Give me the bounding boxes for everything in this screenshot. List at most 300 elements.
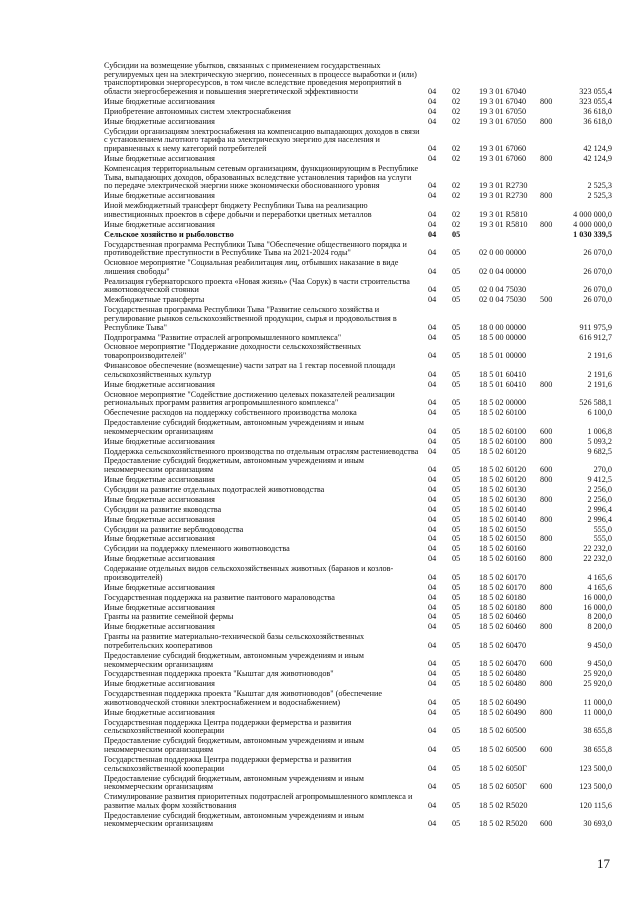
row-target-code: 02 0 04 75030	[479, 285, 527, 295]
row-amount: 5 093,2	[587, 436, 612, 446]
row-amount: 2 191,6	[587, 379, 612, 389]
row-subsection: 05	[452, 248, 461, 258]
row-expense-type: 600	[540, 426, 553, 436]
row-amount: 25 920,0	[583, 679, 612, 689]
table-row	[0, 565, 640, 582]
row-name: Иные бюджетные ассигнования	[104, 582, 215, 592]
row-section: 04	[428, 622, 437, 632]
table-row	[0, 202, 640, 219]
row-subsection: 05	[452, 351, 461, 361]
row-target-code: 19 3 01 67050	[479, 106, 527, 116]
row-subsection: 05	[452, 782, 461, 792]
row-expense-type: 800	[540, 219, 553, 229]
table-row	[0, 670, 640, 679]
table-row	[0, 381, 640, 390]
row-name: Иные бюджетные ассигнования	[104, 116, 215, 126]
row-section: 04	[428, 144, 437, 154]
row-target-code: 18 5 02 60160	[479, 544, 527, 554]
table-row	[0, 192, 640, 201]
row-target-code: 18 5 02 6050Г	[479, 782, 527, 792]
row-amount: 26 070,0	[583, 295, 612, 305]
row-target-code: 18 5 02 00000	[479, 398, 527, 408]
table-row	[0, 516, 640, 525]
row-section: 04	[428, 669, 437, 679]
row-amount: 123 500,0	[579, 763, 612, 773]
row-name: Государственная поддержка на развитие пантового мараловодства	[104, 592, 335, 602]
row-subsection: 05	[452, 697, 461, 707]
table-row	[0, 613, 640, 622]
row-amount: 270,0	[593, 465, 612, 475]
row-name: Субсидии на развитие отдельных подотраслей животноводства	[104, 484, 325, 494]
row-amount: 11 000,0	[583, 697, 612, 707]
table-row	[0, 457, 640, 474]
row-target-code: 18 5 02 60460	[479, 622, 527, 632]
row-target-code: 18 5 01 60410	[479, 379, 527, 389]
row-expense-type: 800	[540, 154, 553, 163]
row-subsection: 05	[452, 800, 461, 810]
table-row	[0, 476, 640, 485]
table-row	[0, 343, 640, 360]
table-row	[0, 306, 640, 332]
row-target-code: 18 5 02 60100	[479, 426, 527, 436]
table-row	[0, 555, 640, 564]
row-amount: 123 500,0	[579, 782, 612, 792]
row-subsection: 05	[452, 426, 461, 436]
row-subsection: 05	[452, 679, 461, 689]
row-section: 04	[428, 285, 437, 295]
row-section: 04	[428, 697, 437, 707]
row-name: Гранты на развитие семейной фермы	[104, 612, 234, 622]
table-row	[0, 545, 640, 554]
row-expense-type: 800	[540, 514, 553, 524]
row-subsection: 02	[452, 106, 461, 116]
row-expense-type: 800	[540, 554, 553, 564]
row-subsection: 05	[452, 544, 461, 554]
row-target-code: 18 5 02 60120	[479, 465, 527, 475]
row-target-code: 18 5 02 60480	[479, 669, 527, 679]
row-name: Содержание отдельных видов сельскохозяйственных животных (баранов и козлов-производителей)	[104, 564, 394, 582]
row-subsection: 05	[452, 408, 461, 418]
table-row	[0, 362, 640, 379]
row-subsection: 05	[452, 622, 461, 632]
row-amount: 1 030 339,5	[573, 229, 612, 239]
table-row	[0, 165, 640, 191]
row-name: Субсидии на поддержку племенного животноводства	[104, 544, 290, 554]
row-name: Иной межбюджетный трансферт бюджету Республики Тыва на реализацию инвестиционных проектов в сфере добычи и переработки цветных металлов	[104, 201, 372, 219]
row-target-code: 18 5 02 60180	[479, 592, 527, 602]
row-section: 04	[428, 602, 437, 612]
row-subsection: 05	[452, 524, 461, 534]
row-subsection: 05	[452, 659, 461, 669]
row-target-code: 19 3 01 67040	[479, 97, 527, 106]
row-name: Иные бюджетные ассигнования	[104, 191, 215, 201]
row-target-code: 18 5 02 60160	[479, 554, 527, 564]
row-target-code: 18 5 02 60500	[479, 744, 527, 754]
row-name: Гранты на развитие материально-технической базы сельскохозяйственных потребительских кооперативов	[104, 632, 365, 650]
row-name: Стимулирование развития приоритетных подотраслей агропромышленного комплекса и развитие малых форм хозяйствования	[104, 792, 413, 810]
table-row	[0, 391, 640, 408]
table-row	[0, 594, 640, 603]
row-name: Предоставление субсидий бюджетным, автономным учреждениям и иным некоммерческим организациям	[104, 650, 364, 669]
row-target-code: 18 5 02 60130	[479, 484, 527, 494]
row-amount: 2 525,3	[587, 181, 612, 191]
row-name: Иные бюджетные ассигнования	[104, 554, 215, 564]
row-subsection: 05	[452, 285, 461, 295]
row-expense-type: 800	[540, 191, 553, 201]
row-amount: 22 232,0	[583, 554, 612, 564]
row-expense-type: 800	[540, 97, 553, 106]
row-section: 04	[428, 744, 437, 754]
row-subsection: 05	[452, 612, 461, 622]
row-amount: 9 450,0	[587, 640, 612, 650]
row-subsection: 05	[452, 266, 461, 276]
row-target-code: 19 3 01 R2730	[479, 181, 528, 191]
row-expense-type: 600	[540, 819, 553, 829]
row-target-code: 18 5 02 60140	[479, 514, 527, 524]
row-subsection: 02	[452, 97, 461, 106]
row-amount: 9 412,5	[587, 475, 612, 484]
table-row	[0, 296, 640, 305]
row-section: 04	[428, 726, 437, 736]
row-section: 04	[428, 504, 437, 514]
row-amount: 26 070,0	[583, 285, 612, 295]
row-name: Субсидии на развитие яководства	[104, 504, 222, 514]
row-section: 04	[428, 592, 437, 602]
row-subsection: 05	[452, 465, 461, 475]
row-name: Государственная поддержка Центра поддержки фермерства и развития сельскохозяйственной кооперации	[104, 717, 352, 736]
row-section: 04	[428, 398, 437, 408]
table-row	[0, 690, 640, 707]
row-subsection: 05	[452, 446, 461, 456]
row-section: 04	[428, 87, 437, 97]
row-target-code: 18 5 01 00000	[479, 351, 527, 361]
row-section: 04	[428, 154, 437, 163]
row-subsection: 05	[452, 484, 461, 494]
row-amount: 9 682,5	[587, 446, 612, 456]
row-section: 04	[428, 572, 437, 582]
row-amount: 42 124,9	[583, 144, 612, 154]
row-section: 04	[428, 446, 437, 456]
row-subsection: 05	[452, 707, 461, 717]
row-name: Субсидии на развитие верблюдоводства	[104, 524, 244, 534]
row-amount: 526 588,1	[579, 398, 612, 408]
row-section: 04	[428, 295, 437, 305]
row-section: 04	[428, 248, 437, 258]
row-section: 04	[428, 494, 437, 504]
row-section: 04	[428, 209, 437, 219]
row-name: Иные бюджетные ассигнования	[104, 436, 215, 446]
row-target-code: 18 5 02 60150	[479, 524, 527, 534]
table-row	[0, 812, 640, 829]
row-name: Основное мероприятие "Содействие достижению целевых показателей реализации региональных программ развития агропромышленного комплекса"	[104, 389, 395, 408]
row-section: 04	[428, 219, 437, 229]
row-target-code: 18 0 00 00000	[479, 322, 527, 332]
table-row	[0, 438, 640, 447]
row-target-code: 18 5 02 60130	[479, 494, 527, 504]
table-row	[0, 526, 640, 535]
row-name: Государственная поддержка Центра поддержки фермерства и развития сельскохозяйственной кооперации	[104, 754, 352, 773]
row-expense-type: 800	[540, 475, 553, 484]
row-subsection: 05	[452, 504, 461, 514]
row-target-code: 19 3 01 67040	[479, 87, 527, 97]
row-name: Подпрограмма "Развитие отраслей агропромышленного комплекса"	[104, 332, 342, 342]
row-target-code: 18 5 02 60490	[479, 707, 527, 717]
row-amount: 6 100,0	[587, 408, 612, 418]
row-amount: 4 165,6	[587, 572, 612, 582]
table-row	[0, 756, 640, 773]
row-name: Компенсация территориальным сетевым организациям, функционирующим в Республике Тыва, выпадающих доходов, образованных вследствие установления тарифов на услуги по передаче электрической энергии ниже экономически обоснованного уровня	[104, 163, 419, 191]
row-amount: 555,0	[593, 534, 612, 544]
row-section: 04	[428, 782, 437, 792]
table-row	[0, 448, 640, 457]
row-section: 04	[428, 819, 437, 829]
row-name: Основное мероприятие "Поддержание доходности сельскохозяйственных товаропроизводителей"	[104, 342, 362, 361]
table-row	[0, 231, 640, 240]
table-row	[0, 719, 640, 736]
row-target-code: 18 5 02 60460	[479, 612, 527, 622]
table-row	[0, 155, 640, 164]
row-amount: 1 006,8	[587, 426, 612, 436]
row-subsection: 02	[452, 154, 461, 163]
row-subsection: 05	[452, 534, 461, 544]
row-amount: 2 996,4	[587, 504, 612, 514]
row-target-code: 18 5 02 60470	[479, 659, 527, 669]
table-row	[0, 108, 640, 117]
row-amount: 4 000 000,0	[573, 209, 612, 219]
row-amount: 120 115,6	[579, 800, 612, 810]
row-section: 04	[428, 524, 437, 534]
row-target-code: 02 0 00 00000	[479, 248, 527, 258]
row-name: Предоставление субсидий бюджетным, автономным учреждениям и иным некоммерческим организациям	[104, 810, 364, 829]
row-target-code: 18 5 02 60100	[479, 408, 527, 418]
row-amount: 25 920,0	[583, 669, 612, 679]
row-amount: 2 191,6	[587, 369, 612, 379]
row-name: Иные бюджетные ассигнования	[104, 219, 215, 229]
row-target-code: 18 5 02 60500	[479, 726, 527, 736]
row-name: Иные бюджетные ассигнования	[104, 154, 215, 163]
row-name: Основное мероприятие "Социальная реабилитация лиц, отбывших наказание в виде лишения свободы"	[104, 258, 399, 276]
table-row	[0, 496, 640, 505]
row-subsection: 05	[452, 322, 461, 332]
row-section: 04	[428, 544, 437, 554]
table-row	[0, 62, 640, 97]
row-amount: 16 000,0	[583, 592, 612, 602]
row-target-code: 02 0 04 00000	[479, 266, 527, 276]
row-subsection: 05	[452, 554, 461, 564]
row-name: Предоставление субсидий бюджетным, автономным учреждениям и иным некоммерческим организациям	[104, 773, 364, 792]
row-section: 04	[428, 266, 437, 276]
row-name: Иные бюджетные ассигнования	[104, 622, 215, 632]
row-subsection: 05	[452, 669, 461, 679]
row-section: 04	[428, 582, 437, 592]
row-target-code: 02 0 04 75030	[479, 295, 527, 305]
row-section: 04	[428, 426, 437, 436]
page-number: 17	[597, 856, 610, 871]
row-name: Предоставление субсидий бюджетным, автономным учреждениям и иным некоммерческим организациям	[104, 736, 364, 754]
row-section: 04	[428, 408, 437, 418]
row-section: 04	[428, 465, 437, 475]
row-name: Предоставление субсидий бюджетным, автономным учреждениям и иным некоммерческим организациям	[104, 418, 364, 436]
row-section: 04	[428, 554, 437, 564]
row-target-code: 18 5 02 R5020	[479, 800, 528, 810]
row-name: Государственная программа Республики Тыва "Развитие сельского хозяйства и регулирование рынков сельскохозяйственной продукции, сырья и продовольствия в Республике Тыва"	[104, 305, 397, 332]
row-expense-type: 800	[540, 436, 553, 446]
row-amount: 38 655,8	[583, 744, 612, 754]
row-target-code: 18 5 02 60170	[479, 582, 527, 592]
table-row	[0, 506, 640, 515]
row-name: Субсидии организациям электроснабжения на компенсацию выпадающих доходов в связи с установлением льготного тарифа на электрическую энергию для населения и приравненных к нему категорий потребителей	[104, 126, 420, 154]
row-amount: 36 618,0	[583, 106, 612, 116]
row-expense-type: 800	[540, 602, 553, 612]
row-amount: 16 000,0	[583, 602, 612, 612]
row-subsection: 05	[452, 572, 461, 582]
row-amount: 555,0	[593, 524, 612, 534]
row-subsection: 05	[452, 494, 461, 504]
row-subsection: 02	[452, 181, 461, 191]
row-name: Иные бюджетные ассигнования	[104, 97, 215, 106]
row-section: 04	[428, 369, 437, 379]
row-subsection: 02	[452, 209, 461, 219]
row-expense-type: 800	[540, 534, 553, 544]
row-subsection: 05	[452, 582, 461, 592]
row-name: Межбюджетные трансферты	[104, 295, 205, 305]
row-name: Финансовое обеспечение (возмещение) части затрат на 1 гектар посевной площади сельскохозяйственных культур	[104, 361, 396, 379]
row-amount: 36 618,0	[583, 116, 612, 126]
row-target-code: 18 5 02 60150	[479, 534, 527, 544]
table-row	[0, 680, 640, 689]
row-name: Реализация губернаторского проекта «Новая жизнь» (Чаа Сорук) в части строительства животноводческой стоянки	[104, 276, 410, 295]
table-row	[0, 419, 640, 436]
row-section: 04	[428, 800, 437, 810]
row-subsection: 05	[452, 640, 461, 650]
row-amount: 26 070,0	[583, 266, 612, 276]
row-name: Иные бюджетные ассигнования	[104, 475, 215, 484]
table-row	[0, 259, 640, 276]
row-amount: 2 525,3	[587, 191, 612, 201]
row-section: 04	[428, 97, 437, 106]
row-subsection: 05	[452, 475, 461, 484]
row-amount: 9 450,0	[587, 659, 612, 669]
row-target-code: 19 3 01 R5810	[479, 209, 528, 219]
table-row	[0, 409, 640, 418]
table-row	[0, 775, 640, 792]
table-row	[0, 652, 640, 669]
row-section: 04	[428, 484, 437, 494]
row-name: Субсидии на возмещение убытков, связанных с применением государственных регулируемых цен на электрическую энергию, понесенных в процессе выработки и (или) транспортировки энергоресурсов, в том числе вследствие проведения мероприятий в области энергосбережения и повышения энергетической эффективности	[104, 61, 417, 97]
row-amount: 911 975,9	[579, 322, 612, 332]
row-expense-type: 800	[540, 116, 553, 126]
row-amount: 2 996,4	[587, 514, 612, 524]
row-subsection: 05	[452, 819, 461, 829]
table-row	[0, 128, 640, 154]
row-amount: 2 256,0	[587, 484, 612, 494]
row-expense-type: 500	[540, 295, 553, 305]
row-target-code: 18 5 02 60120	[479, 446, 527, 456]
table-row	[0, 241, 640, 258]
table-row	[0, 709, 640, 718]
row-name: Иные бюджетные ассигнования	[104, 379, 215, 389]
row-section: 04	[428, 659, 437, 669]
table-row	[0, 334, 640, 343]
row-target-code: 18 5 00 00000	[479, 332, 527, 342]
table-row	[0, 737, 640, 754]
row-subsection: 05	[452, 436, 461, 446]
row-target-code: 18 5 02 60140	[479, 504, 527, 514]
row-amount: 38 655,8	[583, 726, 612, 736]
row-subsection: 05	[452, 332, 461, 342]
table-row	[0, 535, 640, 544]
table-row	[0, 278, 640, 295]
row-target-code: 18 5 02 R5020	[479, 819, 528, 829]
row-amount: 22 232,0	[583, 544, 612, 554]
row-name: Государственная программа Республики Тыва "Обеспечение общественного порядка и противодействие преступности в Республике Тыва на 2021-2024 годы"	[104, 239, 407, 258]
row-name: Иные бюджетные ассигнования	[104, 534, 215, 544]
row-expense-type: 800	[540, 622, 553, 632]
row-subsection: 05	[452, 514, 461, 524]
row-section: 04	[428, 707, 437, 717]
row-target-code: 18 5 02 60490	[479, 697, 527, 707]
row-section: 04	[428, 514, 437, 524]
row-amount: 323 055,4	[579, 87, 612, 97]
row-expense-type: 600	[540, 659, 553, 669]
row-target-code: 18 5 02 60120	[479, 475, 527, 484]
row-section: 04	[428, 229, 437, 239]
row-section: 04	[428, 191, 437, 201]
row-expense-type: 600	[540, 465, 553, 475]
row-amount: 4 165,6	[587, 582, 612, 592]
row-section: 04	[428, 379, 437, 389]
table-row	[0, 486, 640, 495]
row-name: Иные бюджетные ассигнования	[104, 679, 215, 689]
row-amount: 616 912,7	[579, 332, 612, 342]
table-row	[0, 793, 640, 810]
row-amount: 8 200,0	[587, 612, 612, 622]
row-name: Государственная поддержка проекта "Кыштаг для животноводов" (обеспечение животноводческой стоянки электроснабжением и водоснабжением)	[104, 689, 382, 707]
row-expense-type: 800	[540, 494, 553, 504]
row-target-code: 18 5 02 60100	[479, 436, 527, 446]
row-expense-type: 800	[540, 582, 553, 592]
row-amount: 30 693,0	[583, 819, 612, 829]
row-amount: 4 000 000,0	[573, 219, 612, 229]
row-subsection: 02	[452, 191, 461, 201]
row-section: 04	[428, 475, 437, 484]
row-subsection: 05	[452, 369, 461, 379]
row-subsection: 05	[452, 229, 461, 239]
row-expense-type: 600	[540, 744, 553, 754]
row-section: 04	[428, 436, 437, 446]
row-name: Государственная поддержка проекта "Кыштаг для животноводов"	[104, 669, 334, 679]
row-expense-type: 800	[540, 679, 553, 689]
table-row	[0, 98, 640, 107]
row-subsection: 05	[452, 398, 461, 408]
table-row	[0, 623, 640, 632]
row-section: 04	[428, 534, 437, 544]
row-target-code: 18 5 02 60170	[479, 572, 527, 582]
row-target-code: 18 5 02 6050Г	[479, 763, 527, 773]
row-amount: 323 055,4	[579, 97, 612, 106]
row-name: Иные бюджетные ассигнования	[104, 707, 215, 717]
table-row	[0, 118, 640, 127]
row-expense-type: 600	[540, 782, 553, 792]
row-section: 04	[428, 106, 437, 116]
row-amount: 42 124,9	[583, 154, 612, 163]
row-amount: 11 000,0	[583, 707, 612, 717]
row-subsection: 05	[452, 602, 461, 612]
row-section: 04	[428, 116, 437, 126]
row-name: Приобретение автономных систем электроснабжения	[104, 106, 291, 116]
row-subsection: 02	[452, 116, 461, 126]
row-amount: 2 256,0	[587, 494, 612, 504]
